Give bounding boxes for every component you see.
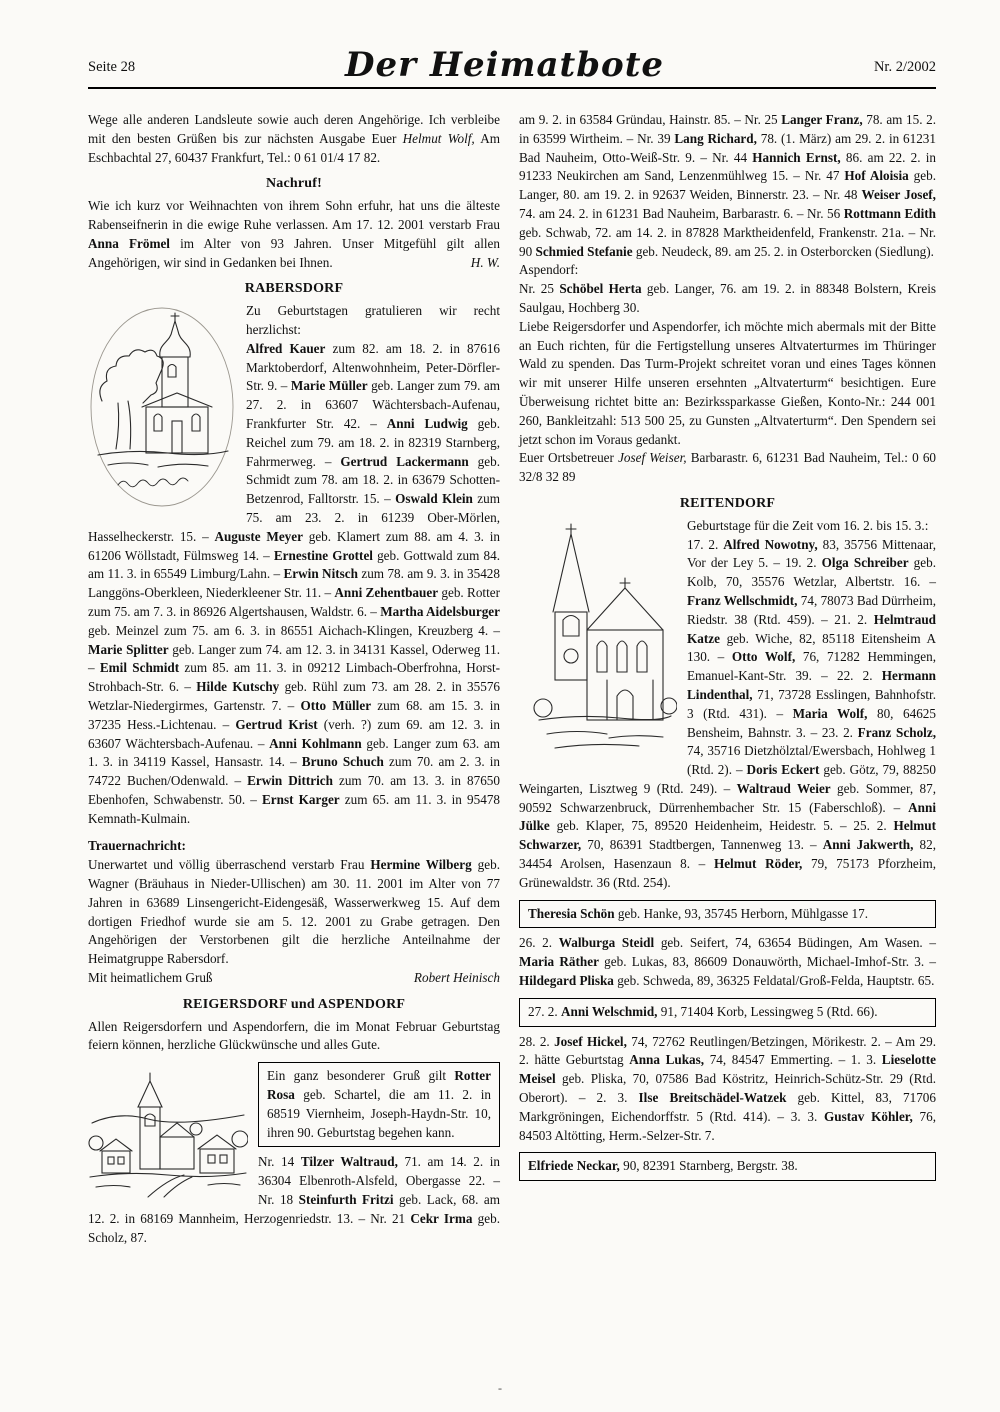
reigersdorf-village-illustration [88, 1065, 248, 1200]
page-columns [88, 111, 936, 1247]
masthead-title: Der Heimatbote [345, 45, 665, 85]
nachruf-heading: Nachruf! [265, 176, 323, 192]
header-rule [88, 87, 936, 89]
highlight-box-schoen: Theresia Schön geb. Hanke, 93, 35745 Herborn, Mühlgasse 17. [519, 900, 936, 929]
trauernachricht-heading: Trauernachricht: [88, 838, 186, 854]
reitendorf-heading: REITENDORF [679, 495, 776, 511]
rabersdorf-heading: RABERSDORF [244, 281, 344, 297]
reitendorf-birthday-list-b: 26. 2. Walburga Steidl geb. Seifert, 74, 63654 Büdingen, Am Wasen. – Maria Räther geb. Lukas, 83, 86609 Donauwörth, Michael-Imhof-Str. 3. – Hildegard Pliska geb. Schweda, 89, 36325 Feldatal/Groß-Felda, Hauptstr. 65. [519, 935, 936, 989]
aspendorf-label: Aspendorf: [519, 262, 579, 278]
trauernachricht-signature: Robert Heinisch [413, 970, 500, 986]
rabersdorf-section [88, 302, 500, 828]
nachruf-text: Wie ich kurz vor Weihnachten von ihrem Sohn erfuhr, hat uns die älteste Rabenseifnerin in die ewige Ruhe verlassen. Am 17. 12. 2001 verstarb Frau Anna Frömel im Alter von 93 Jahren. Unser Mitgefühl gilt allen Angehörigen, wir sind in Gedanken bei Ihnen. [88, 198, 500, 270]
trauernachricht-text: Unerwartet und völlig überraschend verstarb Frau Hermine Wilberg geb. Wagner (Bräuhaus in Nieder-Ullischen) am 30. 11. 2001 im Alter von 77 Jahren in 63689 Linsengericht-Eidengesäß, Wasserwerkweg 15. Auf dem dortigen Friedhof wurde sie am 5. 12. 2001 zu Grabe getragen. Den Angehörigen der Verstorbenen gilt die herzliche Anteilnahme der Heimatgruppe Rabersdorf. [88, 857, 500, 967]
page-header [88, 45, 936, 85]
reigersdorf-intro: Allen Reigersdorfern und Aspendorfern, die im Monat Februar Geburtstag feiern können, herzliche Glückwünsche und alles Gute. [88, 1018, 500, 1053]
rabersdorf-birthday-list: Alfred Kauer zum 82. am 18. 2. in 87616 Marktoberdorf, Altenwohnheim, Peter-Dörfler-Str. 9. – Marie Müller geb. Langer zum 79. am 27. 2. in 63607 Wächtersbach-Aufenau, Frankfurter Str. 42. – Anni Ludwig geb. Reichel zum 79. am 18. 2. in 82319 Starnberg, Fahrmerweg. – Gertrud Lackermann geb. Schmidt zum 78. am 18. 2. in 63679 Schotten-Betzenrod, Falltorstr. 15. – Oswald Klein zum 75. am 23. 2. in 61239 Ober-Mörlen, Hasselheckerstr. 15. – Auguste Meyer geb. Klamert zum 88. am 4. 3. in 61206 Wöllstadt, Fülmsweg 14. – Ernestine Grottel geb. Gottwald zum 84. am 11. 3. in 65549 Limburg/Lahn. – Erwin Nitsch zum 78. am 9. 3. in 35428 Langgöns-Oberkleen, Niederkleener Str. 11. – Anni Zehentbauer geb. Rotter zum 75. am 7. 3. in 86926 Algertshausen, Waldstr. 6. – Martha Aidelsburger geb. Meinzel zum 75. am 6. 3. in 86551 Aichach-Klingen, Kreuzberg 4. – Marie Splitter geb. Langer zum 74. am 12. 3. in 34131 Kassel, Oderweg 11. – Emil Schmidt zum 85. am 11. 3. in 09212 Limbach-Oberfrohna, Horst-Strohbach-Str. 6. – Hilde Kutschy geb. Rühl zum 73. am 28. 2. in 35576 Wetzlar-Niedergirmes, Gartenstr. 7. – Otto Müller zum 68. am 15. 3. in 37235 Hess.-Lichtenau. – Gertrud Krist (verh. ?) zum 69. am 12. 3. in 63607 Wächtersbach-Aufenau. – Anni Kohlmann geb. Langer zum 63. am 1. 3. in 34119 Kassel, Hansastr. 14. – Bruno Schuch zum 70. am 2. 3. in 74722 Buchen/Odenwald. – Erwin Dittrich zum 70. am 13. 3. in 87650 Ebenhofen, Schwabenstr. 50. – Ernst Karger zum 65. am 11. 3. in 95478 Kemnath-Kulmain. [88, 340, 501, 826]
highlight-box-neckar: Elfriede Neckar, 90, 82391 Starnberg, Bergstr. 38. [519, 1152, 936, 1181]
rabersdorf-chapel-illustration [88, 305, 236, 510]
trauernachricht-closing: Mit heimatlichem Gruß [88, 970, 213, 986]
closing-greeting-paragraph: Wege alle anderen Landsleute sowie auch deren Angehörige. Ich verbleibe mit den besten Grüßen bis zur nächsten Ausgabe Euer Helmut Wolf, Am Eschbachtal 27, 60437 Frankfurt, Tel.: 0 61 01/4 17 82. [88, 112, 500, 165]
special-greeting-box: Ein ganz besonderer Gruß gilt Rotter Rosa geb. Schartel, die am 11. 2. in 68519 Viernheim, Joseph-Haydn-Str. 10, ihren 90. Geburtstag begehen kann. [258, 1062, 500, 1147]
aspendorf-entry: Nr. 25 Schöbel Herta geb. Langer, 76. am 19. 2. in 88348 Bolstern, Kreis Saulgau, Hochberg 30. [519, 281, 937, 315]
reigersdorf-birthday-list-continued: am 9. 2. in 63584 Gründau, Hainstr. 85. – Nr. 25 Langer Franz, 78. am 15. 2. in 63599 Wirtheim. – Nr. 39 Lang Richard, 78. (1. März) am 29. 2. in 61231 Bad Nauheim, Otto-Weiß-Str. 9. – Nr. 44 Hannich Ernst, 86. am 22. 2. in 91233 Neukirchen am Sand, Lenzenmühlweg 15. – Nr. 47 Hof Aloisia geb. Langer, 80. am 19. 2. in 92637 Weiden, Binnerstr. 23. – Nr. 48 Weiser Josef, 74. am 24. 2. in 61231 Bad Nauheim, Barbarastr. 6. – Nr. 56 Rottmann Edith geb. Schwab, 72. am 14. 2. in 87828 Marktheidenfeld, Frankenstr. 21a. – Nr. 90 Schmied Stefanie geb. Neudeck, 89. am 25. 2. in Osterborcken (Siedlung). [519, 112, 936, 259]
page-number: Seite 28 [88, 59, 136, 75]
reigersdorf-section [88, 1062, 500, 1247]
issue-number: Nr. 2/2002 [873, 59, 936, 75]
rabersdorf-greeting: Zu Geburtstagen gratulieren wir recht herzlichst: [246, 303, 500, 337]
appeal-signature: Euer Ortsbetreuer Josef Weiser, Barbarastr. 6, 61231 Bad Nauheim, Tel.: 0 60 32/8 32 89 [519, 450, 937, 485]
reitendorf-birthday-list-a: 17. 2. Alfred Nowotny, 83, 35756 Mittenaar, Vor der Ley 5. – 19. 2. Olga Schreiber geb. Kolb, 70, 35576 Wetzlar, Albertstr. 16. – Franz Wellschmidt, 74, 78073 Bad Dürrheim, Riedstr. 38 (Rtd. 459). – 21. 2. Helmtraud Katze geb. Wiche, 82, 85118 Eitensheim A 130. – Otto Wolf, 76, 71282 Hemmingen, Emanuel-Kant-Str. 39. – 22. 2. Hermann Lindenthal, 71, 73728 Esslingen, Bahnhofstr. 3 (Rtd. 431). – Maria Wolf, 80, 64625 Bensheim, Bahnstr. 3. – 23. 2. Franz Scholz, 74, 35716 Dietzhölztal/Ewersbach, Hohlweg 1 (Rtd. 2). – Doris Eckert geb. Götz, 79, 88250 Weingarten, Lisztweg 9 (Rtd. 249). – Waltraud Weier geb. Sommer, 87, 90592 Schwarzenbruck, Dürrenhembacher Str. 15 (Faberschloß). – Anni Jülke geb. Klaper, 75, 89520 Heidenheim, Heidestr. 5. – 25. 2. Helmut Schwarzer, 70, 86391 Stadtbergen, Tannenweg 13. – Anni Jakwerth, 82, 34454 Arolsen, Hasenzaun 8. – Helmut Röder, 79, 75173 Pforzheim, Grünewaldstr. 36 (Rtd. 254). [519, 536, 937, 890]
left-column [88, 111, 500, 1247]
right-column [519, 111, 936, 1247]
reigersdorf-birthday-list: Nr. 14 Tilzer Waltraud, 71. am 14. 2. in 36304 Elbenroth-Alsfeld, Obergasse 22. – Nr. 18 Steinfurth Fritzi geb. Lack, 68. am 12. 2. in 68169 Mannheim, Herzogenriedstr. 13. – Nr. 21 Cekr Irma geb. Scholz, 87. [88, 1154, 501, 1245]
reitendorf-birthday-list-c: 28. 2. Josef Hickel, 74, 72762 Reutlingen/Betzingen, Mörikestr. 2. – Am 29. 2. hätte Geburtstag Anna Lukas, 74, 84547 Emmerting. – 1. 3. Lieselotte Meisel geb. Pliska, 70, 07586 Bad Köstritz, Heinrich-Schütz-Str. 29 (Rtd. Oberort). – 2. 3. Ilse Breitschädel-Watzek geb. Kittel, 83, 71706 Markgröningen, Eichendorffstr. 5 (Rtd. 414). – 3. 3. Gustav Köhler, 76, 84503 Altötting, Herm.-Selzer-Str. 7. [519, 1033, 936, 1143]
reitendorf-intro: Geburtstage für die Zeit vom 16. 2. bis 15. 3.: [687, 517, 929, 533]
nachruf-signature: H. W. [470, 254, 500, 270]
reigersdorf-heading: REIGERSDORF und ASPENDORF [182, 996, 406, 1012]
reitendorf-section [519, 517, 936, 893]
altvaterturm-appeal: Liebe Reigersdorfer und Aspendorfer, ich möchte mich abermals mit der Bitte an Euch richten, für die Fertigstellung unseres Altvaterturmes im Thüringer Wald zu spenden. Das Turm-Projekt schreitet voran und eines Tages können wir mit unserer Hilfe unseren ersehnten „Altvaterturm“ besichtigen. Eure Überweisung richtet bitte an: Bezirkssparkasse Gießen, Konto-Nr.: 244 001 260, Bankleitzahl: 513 500 25, zu Gunsten „Altvaterturm“. Den Spendern sei jetzt schon im Voraus gedankt. [519, 318, 936, 447]
highlight-box-welschmid: 27. 2. Anni Welschmid, 91, 71404 Korb, Lessingweg 5 (Rtd. 66). [519, 998, 936, 1027]
page-bottom-mark: - [498, 1381, 502, 1395]
reitendorf-church-illustration [519, 520, 677, 768]
